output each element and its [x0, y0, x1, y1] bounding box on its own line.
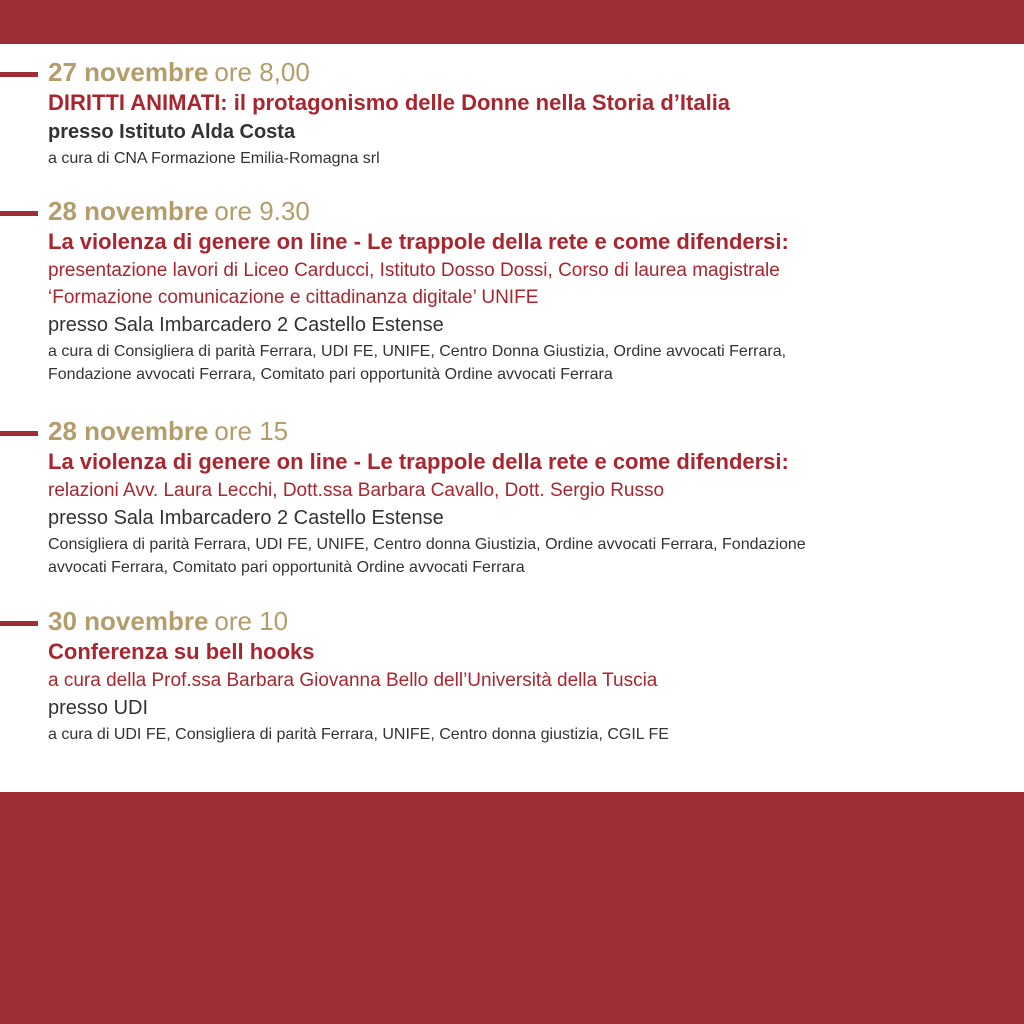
date-line — [48, 605, 1008, 637]
event-curator: a cura di Consigliera di parità Ferrara, UDI FE, UNIFE, Centro Donna Giustizia, Ordine avvocati Ferrara, — [48, 343, 787, 360]
event-subtitle: a cura della Prof.ssa Barbara Giovanna Bello dell’Università della Tuscia — [48, 670, 658, 691]
event-marker — [0, 431, 38, 436]
event-curator: a cura di CNA Formazione Emilia-Romagna srl — [48, 150, 380, 167]
event-venue: presso Istituto Alda Costa — [48, 121, 296, 143]
event-venue: presso UDI — [48, 697, 149, 719]
event-marker — [0, 72, 38, 77]
event-subtitle: ‘Formazione comunicazione e cittadinanza digitale’ UNIFE — [48, 287, 539, 308]
event-venue: presso Sala Imbarcadero 2 Castello Estense — [48, 507, 444, 529]
bottom-band — [0, 792, 1024, 1024]
event-details — [48, 195, 1008, 386]
event-time: ore 15 — [214, 416, 289, 446]
event-details — [48, 56, 1008, 170]
event-marker — [0, 211, 38, 216]
event-title: Conferenza su bell hooks — [48, 639, 315, 664]
event-venue: presso Sala Imbarcadero 2 Castello Estense — [48, 314, 444, 336]
event-time: ore 10 — [214, 606, 289, 636]
date-line — [48, 415, 1008, 447]
event-title: La violenza di genere on line - Le trappole della rete e come difendersi: — [48, 449, 789, 474]
event-details — [48, 415, 1008, 579]
event-curator: avvocati Ferrara, Comitato pari opportunità Ordine avvocati Ferrara — [48, 559, 525, 576]
event-curator: a cura di UDI FE, Consigliera di parità Ferrara, UNIFE, Centro donna giustizia, CGIL FE — [48, 726, 669, 743]
event-marker — [0, 621, 38, 626]
event-date: 27 novembre — [48, 57, 209, 87]
event-details — [48, 605, 1008, 746]
event-date: 28 novembre — [48, 416, 209, 446]
event-time: ore 9.30 — [214, 196, 310, 226]
event-curator: Fondazione avvocati Ferrara, Comitato pari opportunità Ordine avvocati Ferrara — [48, 366, 613, 383]
top-band — [0, 0, 1024, 44]
date-line — [48, 56, 1008, 88]
event-title: La violenza di genere on line - Le trappole della rete e come difendersi: — [48, 229, 789, 254]
event-title: DIRITTI ANIMATI: il protagonismo delle Donne nella Storia d’Italia — [48, 90, 731, 115]
event-date: 30 novembre — [48, 606, 209, 636]
event-curator: Consigliera di parità Ferrara, UDI FE, UNIFE, Centro donna Giustizia, Ordine avvocati Ferrara, Fondazione — [48, 536, 806, 553]
event-subtitle: presentazione lavori di Liceo Carducci, Istituto Dosso Dossi, Corso di laurea magistrale — [48, 260, 780, 281]
event-subtitle: relazioni Avv. Laura Lecchi, Dott.ssa Barbara Cavallo, Dott. Sergio Russo — [48, 480, 665, 501]
date-line — [48, 195, 1008, 227]
event-date: 28 novembre — [48, 196, 209, 226]
event-time: ore 8,00 — [214, 57, 310, 87]
